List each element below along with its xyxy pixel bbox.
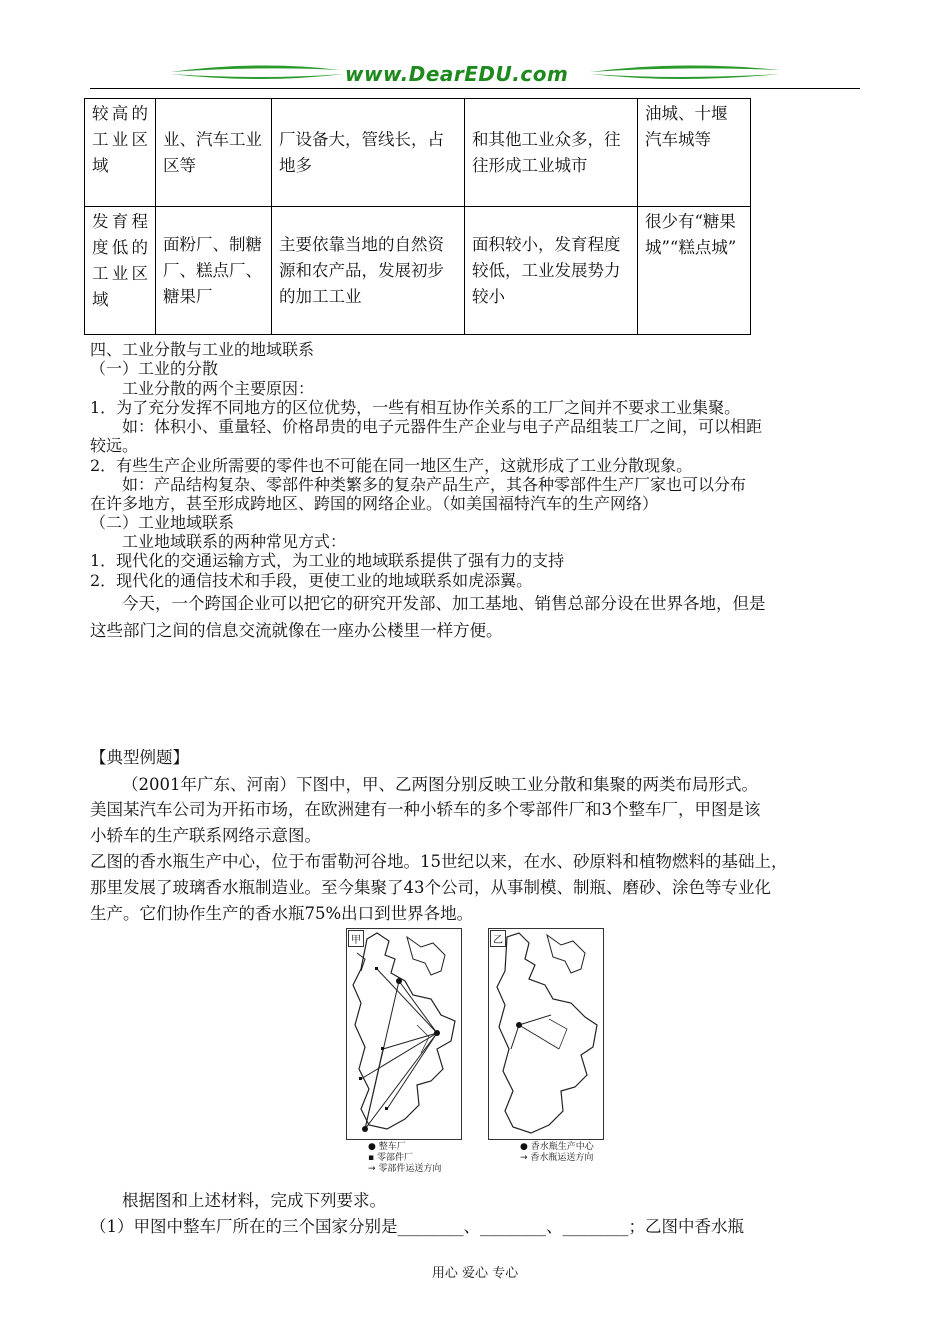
- paragraph: 根据图和上述材料，完成下列要求。: [122, 1191, 386, 1210]
- header-rule: [90, 88, 860, 89]
- paragraph: 工业地域联系的两种常见方式：: [122, 532, 347, 551]
- legend-item-perfume-direction: → 香水瓶运送方向: [520, 1153, 594, 1163]
- legend-item-perfume-center: ● 香水瓶生产中心: [520, 1142, 594, 1152]
- paragraph: 小轿车的生产联系网络示意图。: [90, 826, 321, 845]
- map-b-label: 乙: [490, 930, 506, 947]
- table-cell: 面积较小，发育程度较低，工业发展势力较小: [465, 207, 638, 335]
- table-cell: 面粉厂、制糖厂、糕点厂、糖果厂: [156, 207, 272, 335]
- paragraph: 美国某汽车公司为开拓市场，在欧洲建有一种小轿车的多个零部件厂和3个整车厂，甲图是该: [90, 800, 761, 819]
- paragraph: 这些部门之间的信息交流就像在一座办公楼里一样方便。: [90, 621, 503, 640]
- map-a: [346, 928, 462, 1140]
- section-title: 四、工业分散与工业的地域联系: [90, 340, 315, 359]
- paragraph: 如：产品结构复杂、零部件种类繁多的复杂产品生产，其各种零部件生产厂家也可以分布: [122, 475, 747, 494]
- paragraph: 2．有些生产企业所需要的零件也不可能在同一地区生产，这就形成了工业分散现象。: [90, 456, 693, 475]
- map-b: [488, 928, 604, 1140]
- subsection-title: （一）工业的分散: [90, 359, 219, 378]
- paragraph: （2001年广东、河南）下图中，甲、乙两图分别反映工业分散和集聚的两类布局形式。: [122, 775, 758, 794]
- example-heading: 【典型例题】: [90, 748, 189, 767]
- map-b-drawing: [489, 929, 603, 1139]
- subsection-title: （二）工业地域联系: [90, 513, 235, 532]
- paragraph: 乙图的香水瓶生产中心，位于布雷勒河谷地。15世纪以来，在水、砂原料和植物燃料的基础上，: [90, 852, 788, 871]
- paragraph: 生产。它们协作生产的香水瓶75%出口到世界各地。: [90, 904, 474, 923]
- table-cell: 较高的工业区域: [85, 99, 156, 207]
- paragraph: 今天，一个跨国企业可以把它的研究开发部、加工基地、销售总部分设在世界各地，但是: [122, 594, 766, 613]
- map-a-label: 甲: [348, 930, 364, 947]
- table-cell: 主要依靠当地的自然资源和农产品，发展初步的加工工业: [272, 207, 465, 335]
- paragraph: 1．现代化的交通运输方式，为工业的地域联系提供了强有力的支持: [90, 551, 565, 570]
- paragraph: 如：体积小、重量轻、价格昂贵的电子元器件生产企业与电子产品组装工厂之间，可以相距: [122, 417, 763, 436]
- table-row: [85, 99, 751, 207]
- map-a-drawing: [347, 929, 461, 1139]
- table-cell: 发育程度低的工业区域: [85, 207, 156, 335]
- table-cell: 和其他工业众多，往往形成工业城市: [465, 99, 638, 207]
- paragraph: 1．为了充分发挥不同地方的区位优势，一些有相互协作关系的工厂之间并不要求工业集聚。: [90, 398, 741, 417]
- map-a-legend: [368, 1142, 441, 1175]
- table-row: [85, 207, 751, 335]
- legend-item-parts-direction: → 零部件运送方向: [368, 1164, 442, 1174]
- table-cell: 业、汽车工业区等: [156, 99, 272, 207]
- industry-region-table: [84, 98, 751, 335]
- map-b-legend: [520, 1142, 594, 1164]
- paragraph: 那里发展了玻璃香水瓶制造业。至今集聚了43个公司，从事制模、制瓶、磨砂、涂色等专业化: [90, 878, 771, 897]
- paragraph: 在许多地方，甚至形成跨地区、跨国的网络企业。（如美国福特汽车的生产网络）: [90, 494, 659, 513]
- page-footer: 用心 爱心 专心: [431, 1266, 519, 1281]
- paragraph: 2．现代化的通信技术和手段，更使工业的地域联系如虎添翼。: [90, 571, 533, 590]
- paragraph: 工业分散的两个主要原因：: [122, 379, 315, 398]
- legend-item-parts-plant: ▪ 零部件厂: [368, 1153, 413, 1163]
- legend-item-assembly-plant: ● 整车厂: [368, 1142, 406, 1152]
- logo-text: www.DearEDU.com: [345, 62, 569, 86]
- question-1: （1）甲图中整车厂所在的三个国家分别是________、________、________；乙图中香水瓶: [90, 1217, 744, 1236]
- table-cell: 厂设备大，管线长，占地多: [272, 99, 465, 207]
- paragraph: 较远。: [90, 436, 139, 455]
- table-cell: 油城、十堰汽车城等: [638, 99, 751, 207]
- table-cell: 很少有“糖果城”“糕点城”: [638, 207, 751, 335]
